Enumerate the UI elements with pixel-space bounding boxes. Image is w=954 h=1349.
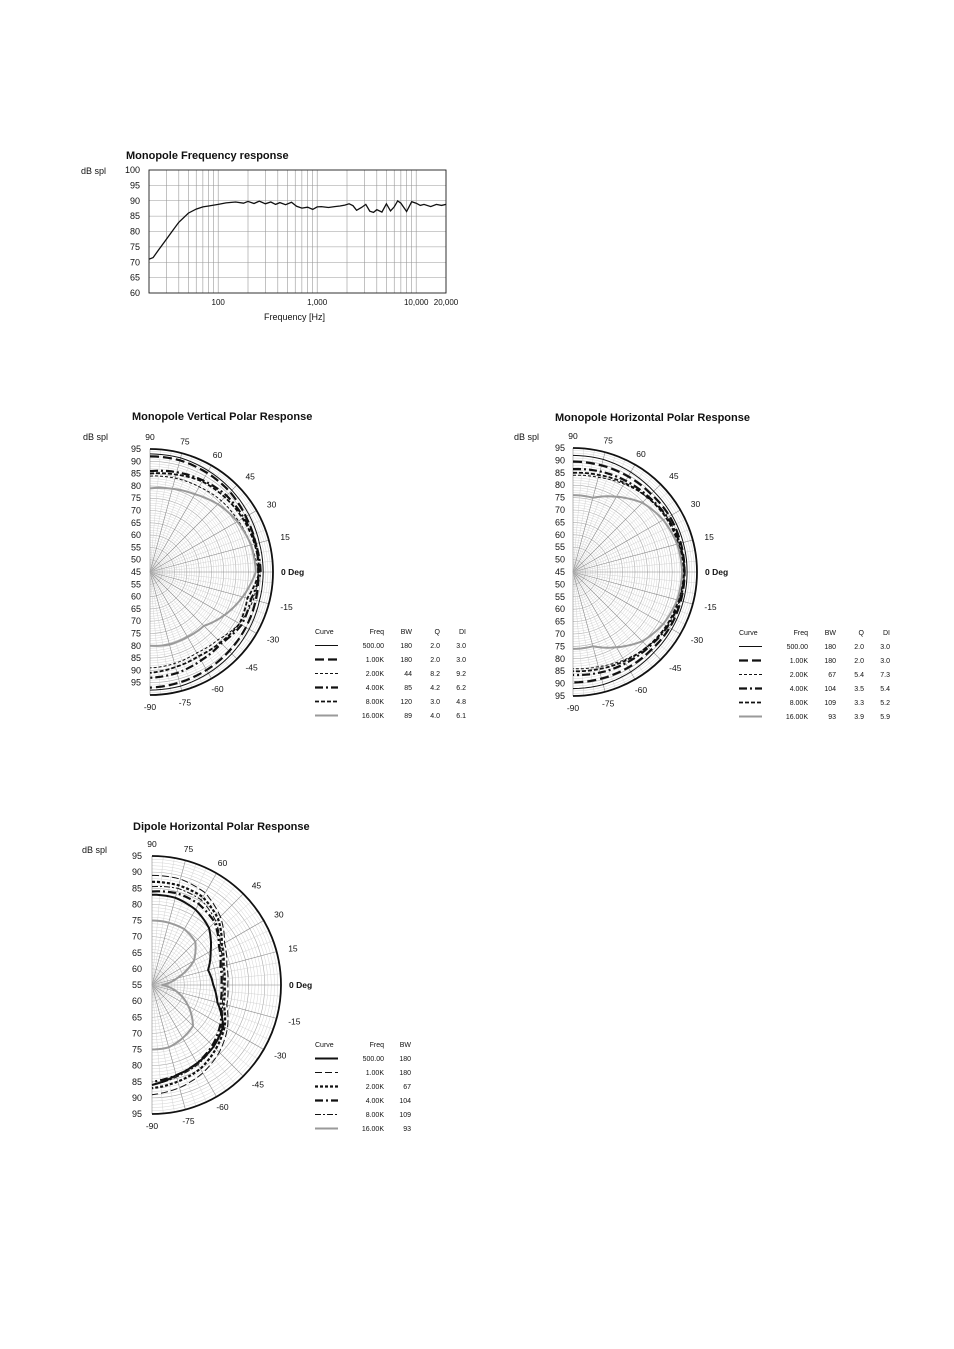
legend-header-bw: BW [399,1042,411,1049]
legend-cell: 3.3 [854,700,864,707]
legend-cell: 2.00K [365,671,384,678]
angle-label: -15 [288,1016,301,1027]
radial-tick-label: 65 [131,947,142,958]
legend-cell: 2.0 [430,657,440,664]
legend-header-freq: Freq [369,1042,384,1049]
angle-label: 75 [183,843,194,854]
angle-label: 0 Deg [281,567,305,577]
radial-tick-label: 70 [554,505,565,515]
monopole-vertical-polar [83,411,466,720]
monopole-horizontal-polar [514,412,890,721]
radial-tick-label: 85 [130,653,141,664]
legend-cell: 2.0 [430,643,440,650]
legend-cell: 180 [400,657,412,664]
legend-cell: 3.0 [456,643,466,650]
radial-tick-label: 50 [554,579,565,590]
radial-tick-label: 80 [131,1060,142,1071]
y-tick-label: 70 [129,257,140,268]
angle-label: 30 [690,499,701,509]
chart-title: Monopole Vertical Polar Response [132,411,313,423]
legend-cell: 500.00 [362,1056,384,1063]
radial-tick-label: 90 [554,678,565,689]
radial-tick-label: 90 [131,1092,142,1103]
legend-cell: 3.0 [456,657,466,664]
legend-cell: 4.00K [365,1098,384,1105]
radial-tick-label: 65 [130,517,141,528]
radial-tick-label: 80 [554,653,565,664]
y-tick-label: 100 [124,165,140,175]
radial-tick-label: 45 [130,567,141,577]
y-axis-label: dB spl [514,432,540,442]
legend-cell: 180 [400,643,412,650]
x-tick-label: 1,000 [307,298,328,307]
angle-label: -90 [566,703,580,713]
legend-cell: 120 [400,699,412,706]
radial-tick-label: 50 [554,554,565,565]
angle-label: -30 [690,635,704,645]
radial-tick-label: 95 [131,1109,142,1119]
angle-label: 60 [217,857,228,868]
legend-cell: 3.5 [854,686,864,693]
radial-tick-label: 60 [554,529,565,540]
legend-cell: 3.0 [880,644,890,651]
chart-title: Monopole Frequency response [126,150,289,162]
angle-label: -60 [634,684,648,695]
legend-cell: 180 [399,1056,411,1063]
legend-cell: 180 [824,644,836,651]
radial-tick-label: 90 [554,455,565,466]
angle-label: 60 [212,450,223,461]
legend-cell: 8.00K [365,699,384,706]
legend-header-curve: Curve [315,1042,334,1049]
legend-cell: 109 [399,1112,411,1119]
legend-cell: 6.1 [456,713,466,720]
legend-cell: 4.00K [365,685,384,692]
legend-cell: 2.00K [789,672,808,679]
legend-cell: 500.00 [362,643,384,650]
radial-tick-label: 55 [554,542,565,553]
x-tick-label: 100 [211,298,225,307]
y-tick-label: 75 [129,241,140,252]
legend-header-curve: Curve [739,630,758,637]
legend-cell: 16.00K [785,714,808,721]
radial-tick-label: 90 [130,665,141,676]
radial-tick-label: 65 [554,616,565,627]
legend-cell: 67 [403,1084,411,1091]
radial-tick-label: 50 [130,554,141,565]
radial-tick-label: 85 [554,666,565,677]
angle-label: -60 [211,683,224,694]
legend-cell: 4.00K [789,686,808,693]
radial-tick-label: 75 [130,493,141,504]
legend-cell: 93 [828,714,836,721]
chart-title: Dipole Horizontal Polar Response [133,821,310,833]
x-tick-label: 10,000 [403,298,429,307]
angle-label: 15 [288,943,298,954]
angle-label: -15 [704,602,717,613]
legend-cell: 4.8 [456,699,466,706]
legend-cell: 180 [824,658,836,665]
radial-tick-label: 65 [130,603,141,614]
legend-cell: 3.0 [880,658,890,665]
radial-tick-label: 75 [130,628,141,639]
freq-response-chart [81,150,459,322]
response-curve [149,201,446,259]
angle-label: -75 [602,698,615,709]
angle-label: 90 [147,839,157,849]
legend-cell: 2.0 [854,658,864,665]
radial-tick-label: 60 [131,963,142,974]
legend-cell: 104 [399,1098,411,1105]
radial-tick-label: 85 [130,468,141,479]
radial-tick-label: 85 [131,1076,142,1087]
x-tick-label: 20,000 [433,298,459,307]
angle-label: 45 [245,471,255,482]
radial-tick-label: 60 [130,591,141,602]
y-tick-label: 85 [129,211,140,222]
angle-label: 90 [145,432,155,442]
angle-label: 15 [704,531,714,542]
legend-cell: 1.00K [365,657,384,664]
radial-tick-label: 65 [554,517,565,528]
angle-label: -30 [266,634,280,645]
y-tick-label: 90 [129,195,140,206]
radial-tick-label: 45 [554,567,565,577]
legend-cell: 85 [404,685,412,692]
y-tick-label: 65 [129,272,140,283]
radial-tick-label: 75 [131,1044,142,1055]
angle-label: 90 [568,431,578,441]
angle-label: -30 [274,1050,287,1061]
y-axis-label: dB spl [81,166,107,176]
angle-label: 30 [266,499,277,510]
legend-cell: 2.0 [854,644,864,651]
radial-tick-label: 80 [130,480,141,491]
radial-tick-label: 80 [131,899,142,910]
legend-cell: 67 [828,672,836,679]
angle-label: -45 [245,662,258,673]
legend-header-q: Q [434,629,440,636]
angle-label: 30 [274,909,284,920]
angle-label: 45 [251,880,262,891]
radial-tick-label: 85 [131,883,142,894]
y-tick-label: 95 [129,180,140,191]
legend-cell: 109 [824,700,836,707]
legend-cell: 8.2 [430,671,440,678]
radial-tick-label: 80 [554,480,565,491]
angle-label: -45 [251,1079,264,1090]
radial-tick-label: 70 [130,505,141,516]
y-tick-label: 80 [129,226,140,237]
radial-tick-label: 95 [554,443,565,453]
legend-header-bw: BW [824,630,836,637]
polar-grid-spoke [152,952,277,985]
angle-label: -90 [145,1121,159,1131]
legend-cell: 6.2 [456,685,466,692]
legend-cell: 5.4 [854,672,864,679]
angle-label: -60 [216,1102,229,1113]
radial-tick-label: 55 [131,980,142,990]
radial-tick-label: 70 [131,1028,142,1039]
legend-header-bw: BW [400,629,412,636]
legend-cell: 7.3 [880,672,890,679]
legend-header-di: DI [459,629,466,636]
legend-header-freq: Freq [369,629,384,636]
radial-tick-label: 85 [554,467,565,478]
legend-cell: 4.2 [430,685,440,692]
dipole-horizontal-polar [82,821,411,1133]
angle-label: -75 [178,697,192,708]
radial-tick-label: 55 [554,591,565,602]
legend-cell: 3.9 [854,714,864,721]
radial-tick-label: 60 [131,996,142,1007]
legend-cell: 16.00K [361,713,384,720]
legend-cell: 9.2 [456,671,466,678]
legend-cell: 5.4 [880,686,890,693]
radial-tick-label: 90 [130,456,141,467]
angle-label: 0 Deg [289,980,313,990]
legend-cell: 5.2 [880,700,890,707]
radial-tick-label: 60 [130,530,141,541]
x-axis-label: Frequency [Hz] [263,312,326,322]
legend-cell: 180 [399,1070,411,1077]
y-axis-label: dB spl [82,845,108,855]
angle-label: 45 [669,470,679,481]
angle-label: 0 Deg [705,567,729,577]
angle-label: 75 [180,436,190,447]
angle-label: 60 [636,449,646,460]
radial-tick-label: 65 [131,1012,142,1023]
legend-cell: 93 [403,1126,411,1133]
radial-tick-label: 75 [554,641,565,652]
radial-tick-label: 95 [130,444,141,454]
chart-title: Monopole Horizontal Polar Response [555,412,750,424]
radial-tick-label: 75 [131,915,142,926]
legend-cell: 3.0 [430,699,440,706]
legend-header-q: Q [858,630,864,637]
legend-header-freq: Freq [793,630,808,637]
radial-tick-label: 95 [131,851,142,861]
radial-tick-label: 55 [130,542,141,553]
angle-label: -15 [280,601,293,612]
legend-cell: 89 [404,713,412,720]
radial-tick-label: 95 [554,691,565,701]
radial-tick-label: 95 [130,677,141,688]
legend-cell: 1.00K [789,658,808,665]
radial-tick-label: 55 [130,579,141,590]
legend-cell: 8.00K [789,700,808,707]
legend-cell: 16.00K [361,1126,384,1133]
legend-cell: 500.00 [786,644,808,651]
angle-label: -90 [143,702,157,712]
radial-tick-label: 90 [131,867,142,878]
legend-header-di: DI [883,630,890,637]
radial-tick-label: 70 [130,616,141,627]
legend-header-curve: Curve [315,629,334,636]
radial-tick-label: 75 [554,492,565,503]
radial-tick-label: 70 [131,931,142,942]
legend-cell: 2.00K [365,1084,384,1091]
legend-cell: 4.0 [430,713,440,720]
radial-tick-label: 80 [130,640,141,651]
legend-cell: 5.9 [880,714,890,721]
legend-cell: 104 [824,686,836,693]
legend-cell: 8.00K [365,1112,384,1119]
angle-label: -75 [182,1116,195,1127]
angle-label: 75 [603,435,613,446]
angle-label: 15 [280,532,290,543]
angle-label: -45 [669,663,682,674]
y-axis-label: dB spl [83,432,109,442]
legend-cell: 1.00K [365,1070,384,1077]
legend-cell: 44 [404,671,412,678]
radial-tick-label: 60 [554,604,565,615]
radial-tick-label: 70 [554,629,565,639]
y-tick-label: 60 [129,288,140,298]
